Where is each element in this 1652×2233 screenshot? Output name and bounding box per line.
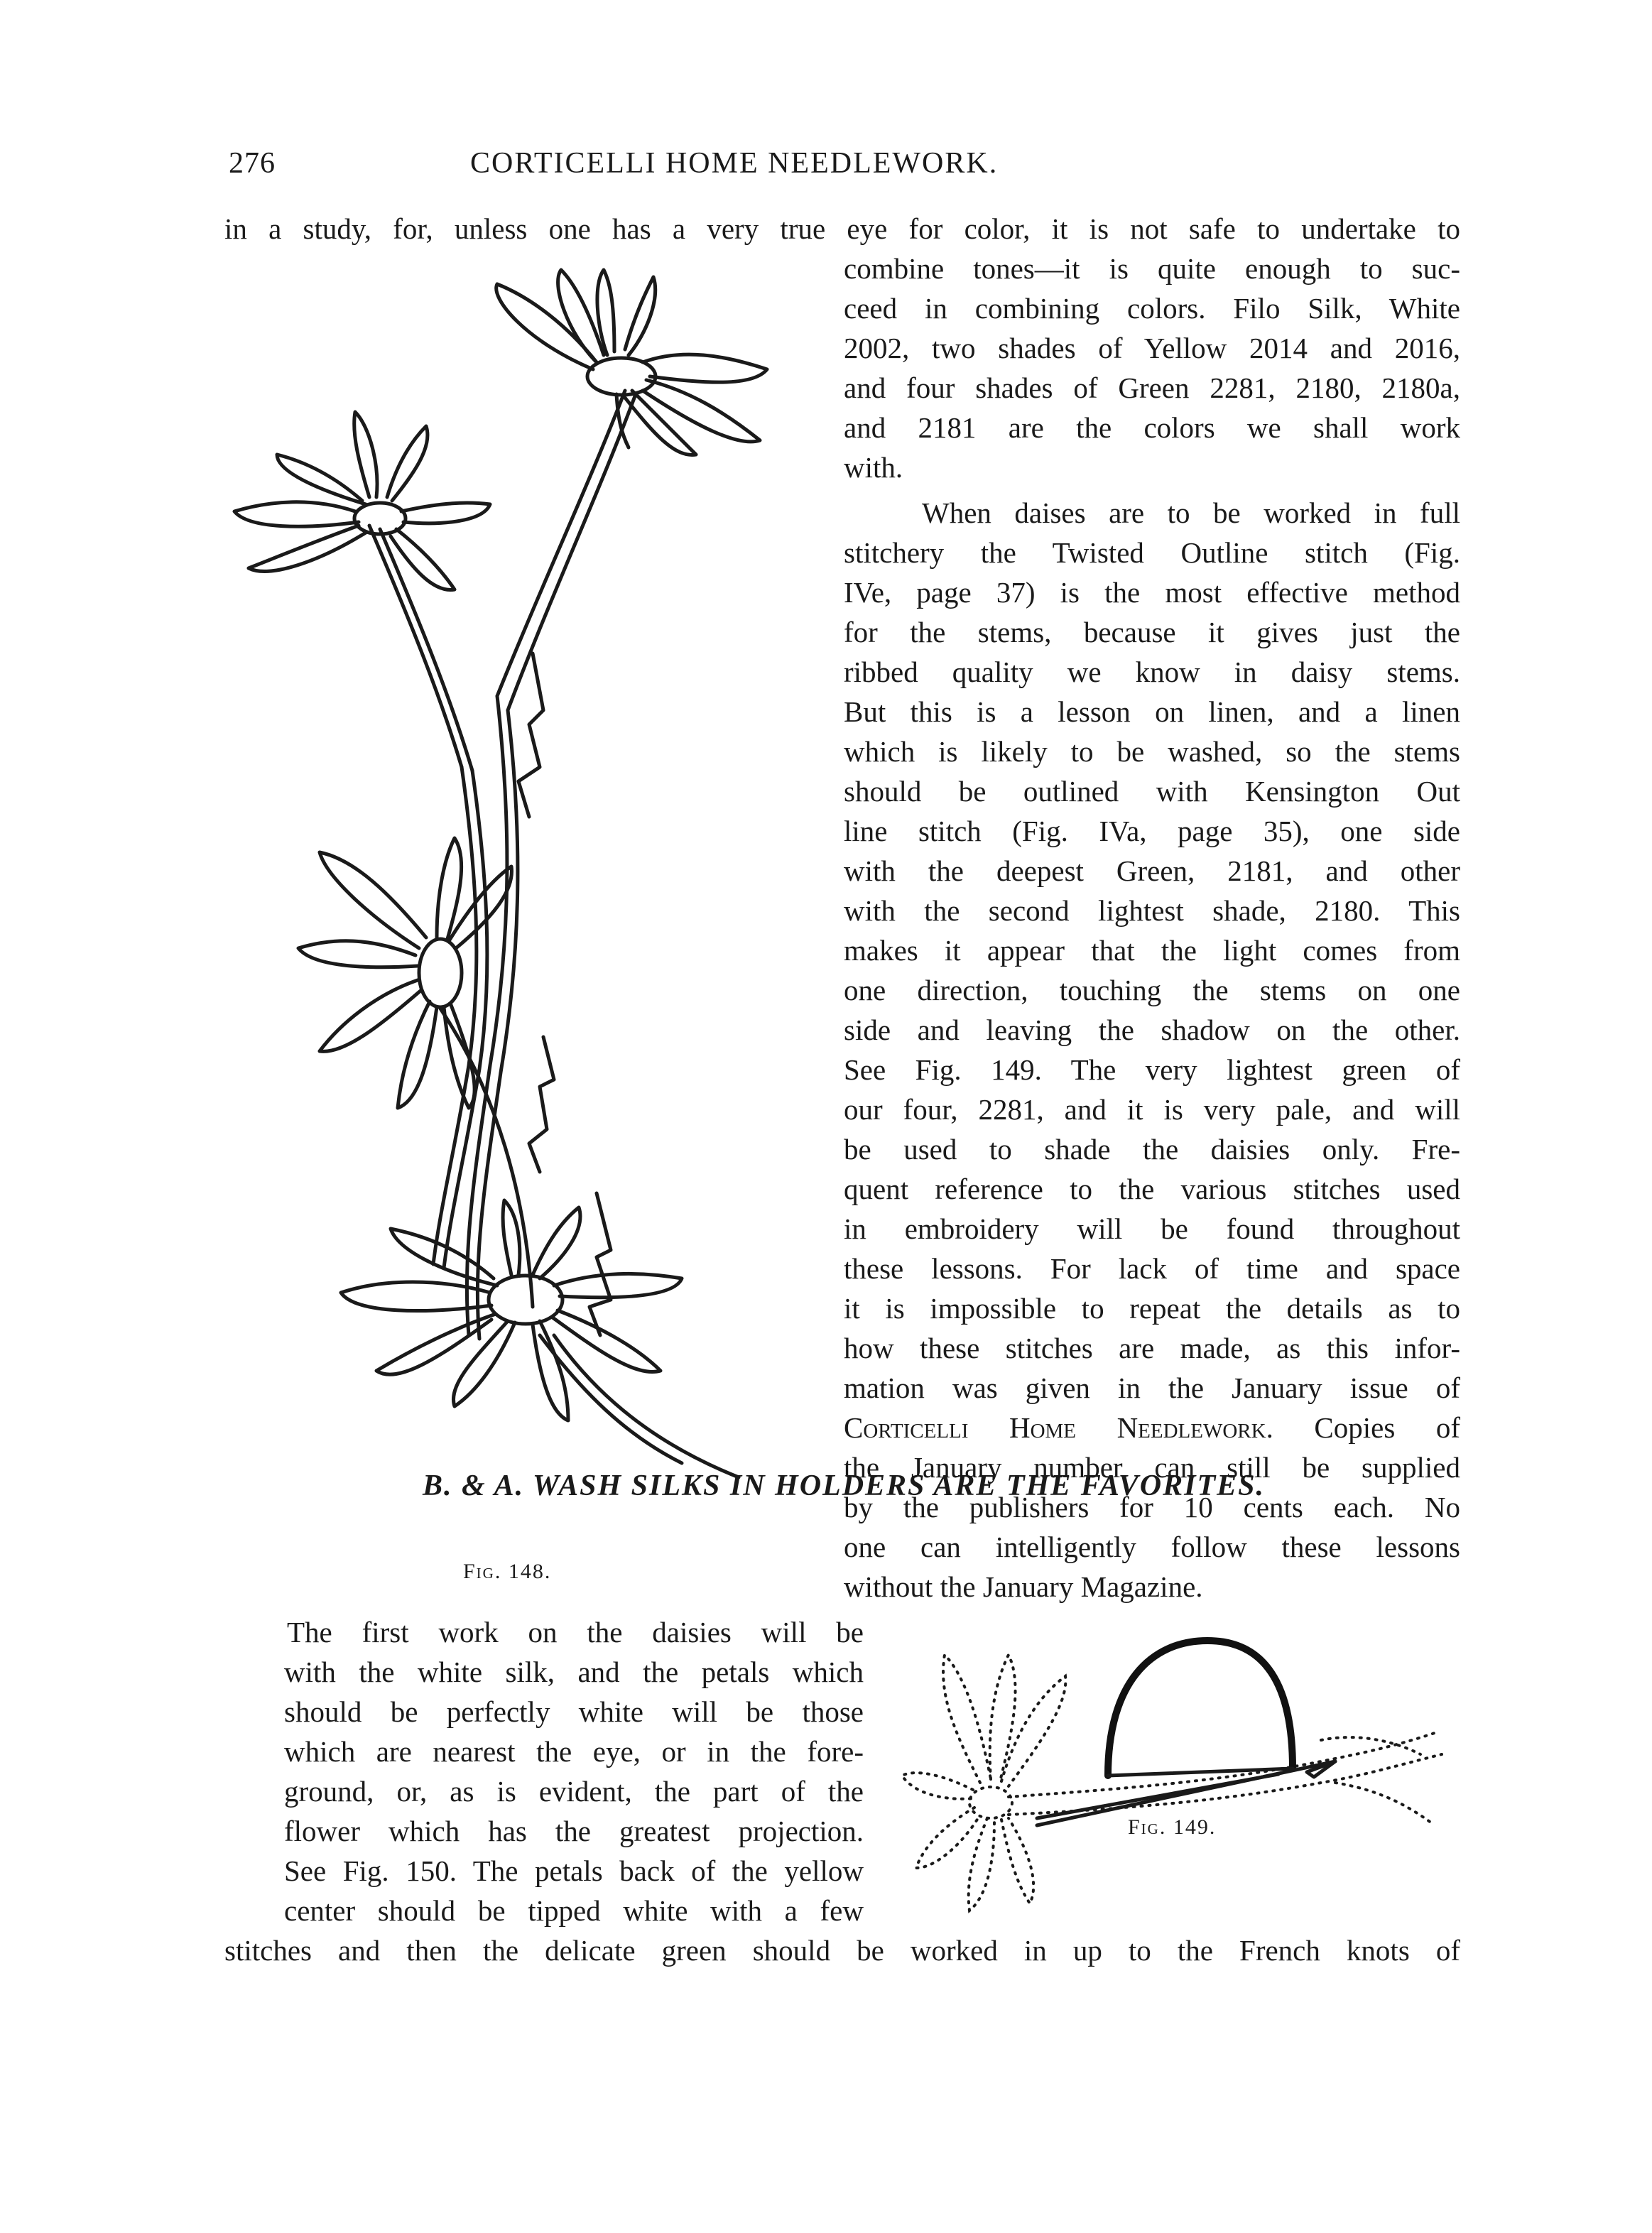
text-line: for the stems, because it gives just the <box>844 616 1460 648</box>
text-line: stitchery the Twisted Outline stitch (Fig. <box>844 536 1460 569</box>
page-number: 276 <box>229 147 276 180</box>
text-line: See Fig. 149. The very lightest green of <box>844 1053 1460 1086</box>
text-line: it is impossible to repeat the details as to <box>844 1292 1460 1325</box>
text-line: one can intelligently follow these lessons <box>844 1531 1460 1563</box>
paragraph-start: The first work on the daisies will be <box>287 1616 864 1648</box>
text-line: 2002, two shades of Yellow 2014 and 2016, <box>844 332 1460 364</box>
closing-line: stitches and then the delicate green should be worked in up to the French knots of <box>224 1934 1460 1967</box>
text-line: how these stitches are made, as this infor- <box>844 1332 1460 1364</box>
text-line: line stitch (Fig. IVa, page 35), one side <box>844 815 1460 847</box>
text-line: flower which has the greatest projection. <box>284 1815 864 1847</box>
text-line: ribbed quality we know in daisy stems. <box>844 656 1460 688</box>
text-line: mation was given in the January issue of <box>844 1371 1460 1404</box>
text-line: ceed in combining colors. Filo Silk, White <box>844 292 1460 325</box>
text-line: with the white silk, and the petals which <box>284 1656 864 1688</box>
advertisement-footer: B. & A. WASH SILKS IN HOLDERS ARE THE FAVORITES. <box>422 1469 1266 1502</box>
text-line: with the deepest Green, 2181, and other <box>844 854 1460 887</box>
running-title: CORTICELLI HOME NEEDLEWORK. <box>470 147 999 180</box>
text-line: But this is a lesson on linen, and a linen <box>844 695 1460 728</box>
text-line: with the second lightest shade, 2180. This <box>844 894 1460 927</box>
text-line: the January number can still be supplied <box>844 1451 1460 1484</box>
text-line: which are nearest the eye, or in the fore- <box>284 1735 864 1768</box>
text-line: which is likely to be washed, so the stems <box>844 735 1460 768</box>
text-line: in embroidery will be found throughout <box>844 1212 1460 1245</box>
text-line: should be perfectly white will be those <box>284 1695 864 1728</box>
text-line: these lessons. For lack of time and space <box>844 1252 1460 1285</box>
daisy-top-flower <box>496 270 767 710</box>
dotted-petals <box>902 1655 1442 1911</box>
text-line: center should be tipped white with a few <box>284 1894 864 1927</box>
text-line: and 2181 are the colors we shall work <box>844 411 1460 444</box>
text-line: one direction, touching the stems on one <box>844 974 1460 1006</box>
text-line <box>844 1408 1460 1447</box>
text-line: quent reference to the various stitches used <box>844 1173 1460 1205</box>
opening-line: in a study, for, unless one has a very true eye for color, it is not safe to undertake to <box>224 212 1460 245</box>
daisy-leaves <box>518 653 611 1335</box>
text-line: IVe, page 37) is the most effective method <box>844 576 1460 609</box>
text-line: and four shades of Green 2281, 2180, 2180a, <box>844 371 1460 404</box>
fig148-caption: Fig. 148. <box>463 1560 552 1583</box>
text-line: without the January Magazine. <box>844 1570 1203 1603</box>
text-line: See Fig. 150. The petals back of the yellow <box>284 1854 864 1887</box>
text-line: be used to shade the daisies only. Fre- <box>844 1133 1460 1166</box>
daisy-bottom-flower <box>341 1200 739 1477</box>
fig149-stitch-diagram <box>895 1612 1463 1932</box>
text-line: with. <box>844 451 903 484</box>
fig149-caption: Fig. 149. <box>1128 1815 1217 1839</box>
magazine-name: Corticelli Home Needlework. <box>844 1411 1273 1444</box>
fig148-daisy-illustration <box>227 256 795 1563</box>
paragraph-start: When daises are to be worked in full <box>922 496 1460 529</box>
text-line: by the publishers for 10 cents each. No <box>844 1491 1460 1523</box>
text-line: should be outlined with Kensington Out <box>844 775 1460 808</box>
daisy-left-flower <box>234 412 490 771</box>
text-line: side and leaving the shadow on the other. <box>844 1014 1460 1046</box>
text-line: makes it appear that the light comes from <box>844 934 1460 967</box>
text-line: combine tones—it is quite enough to suc- <box>844 252 1460 285</box>
page-header <box>229 146 1464 189</box>
needle-and-thread <box>1037 1641 1335 1825</box>
text-line: our four, 2281, and it is very pale, and will <box>844 1093 1460 1126</box>
text-line: ground, or, as is evident, the part of the <box>284 1775 864 1808</box>
text-fragment: Copies of <box>1273 1411 1461 1444</box>
